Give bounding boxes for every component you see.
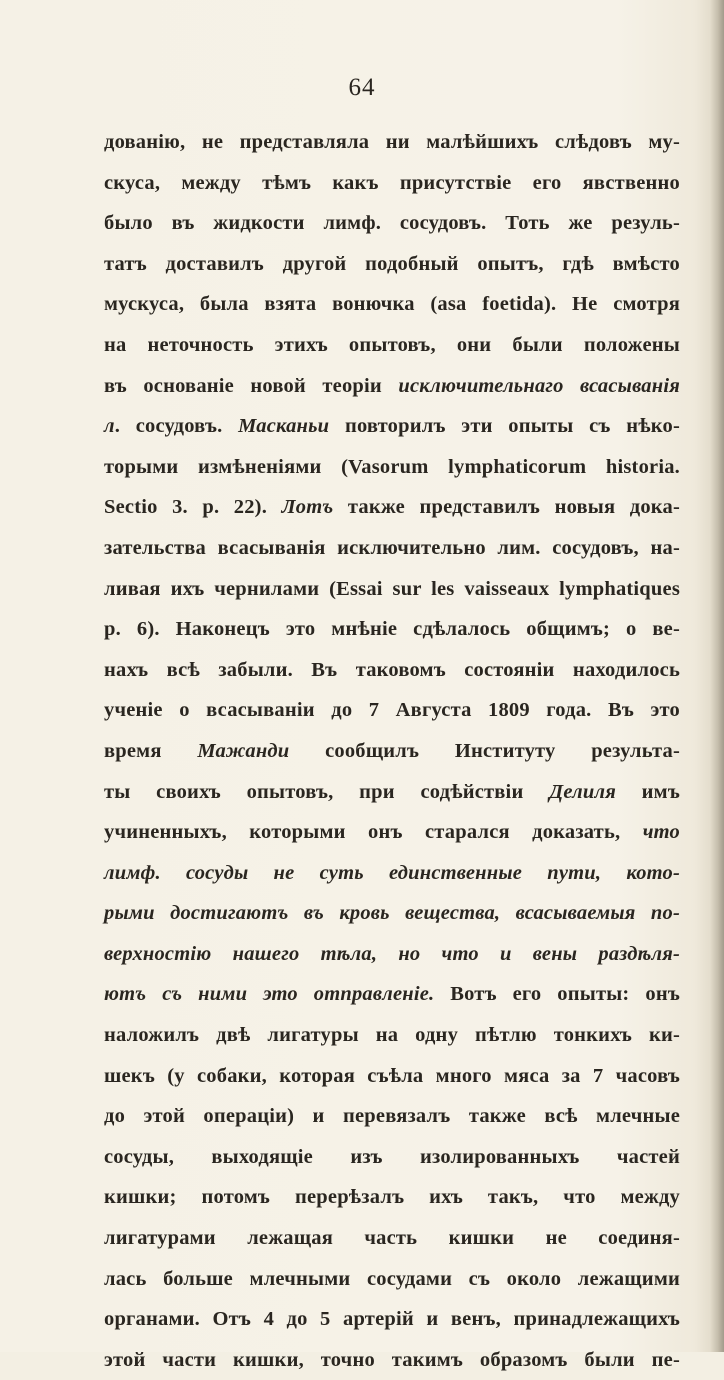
text-line — [104, 163, 680, 204]
text-span: кишки; потомъ перерѣзалъ ихъ такъ, что между — [104, 1186, 680, 1209]
italic-span: исключительнаго всасыванія — [398, 374, 680, 397]
text-span: въ основаніе новой теоріи — [104, 374, 399, 397]
text-line — [104, 1259, 680, 1300]
text-line — [104, 406, 680, 447]
page-number: 64 — [348, 74, 376, 101]
text-span: Sectio 3. p. 22). — [104, 496, 282, 519]
text-span: лигатурами лежащая часть кишки не соединя- — [104, 1227, 680, 1250]
page-edge-shadow — [710, 0, 724, 1352]
italic-span: Мажанди — [197, 739, 290, 762]
text-span: наложилъ двѣ лигатуры на одну пѣтлю тонкихъ ки- — [104, 1024, 680, 1047]
text-line — [104, 1299, 680, 1340]
italic-span: Масканьи — [238, 415, 330, 438]
text-span: ты своихъ опытовъ, при содѣйствіи — [104, 780, 550, 803]
text-line — [104, 974, 680, 1015]
text-line — [104, 1177, 680, 1218]
text-span: имъ — [615, 780, 680, 803]
text-span: до этой операціи) и перевязалъ также всѣ млечные — [104, 1105, 680, 1128]
text-span: органами. Отъ 4 до 5 артерій и венъ, принадлежащихъ — [104, 1308, 680, 1331]
text-span: сосуды, выходящіе изъ изолированныхъ частей — [104, 1145, 680, 1168]
text-line — [104, 569, 680, 610]
italic-span: верхностію нашего тѣла, но что и вены раздѣля- — [104, 942, 680, 965]
text-line — [104, 772, 680, 813]
text-span: татъ доставилъ другой подобный опытъ, гдѣ вмѣсто — [104, 252, 680, 275]
text-span: скуса, между тѣмъ какъ присутствіе его явственно — [104, 171, 680, 194]
italic-span: лимф. сосуды не суть единственные пути, кото- — [104, 861, 680, 884]
italic-span: Лотъ — [281, 496, 334, 519]
text-line — [104, 1096, 680, 1137]
text-span: ученіе о всасываніи до 7 Августа 1809 года. Въ это — [104, 699, 680, 722]
text-span: Вотъ его опыты: онъ — [434, 983, 680, 1006]
text-span: торыми измѣненіями (Vasorum lymphaticorum historia. — [104, 455, 680, 478]
text-span: . сосудовъ. — [114, 415, 239, 438]
text-line — [104, 934, 680, 975]
text-line — [104, 853, 680, 894]
italic-span: Делиля — [549, 780, 616, 803]
text-line — [104, 1218, 680, 1259]
body-text — [104, 122, 680, 1380]
text-line — [104, 731, 680, 772]
text-span: дованію, не представляла ни малѣйшихъ слѣдовъ му- — [104, 131, 680, 153]
text-line — [104, 1340, 680, 1380]
text-line — [104, 1015, 680, 1056]
text-line — [104, 122, 680, 163]
text-span: сообщилъ Институту результа- — [289, 739, 680, 762]
text-line — [104, 812, 680, 853]
text-line — [104, 325, 680, 366]
text-line — [104, 690, 680, 731]
text-span: зательства всасыванія исключительно лим. сосудовъ, на- — [104, 536, 680, 559]
text-line — [104, 447, 680, 488]
text-span: учиненныхъ, которыми онъ старался доказать, — [104, 821, 643, 844]
text-span: на неточность этихъ опытовъ, они были положены — [104, 333, 680, 356]
text-span: ливая ихъ чернилами (Essai sur les vaisseaux lymphatiques — [104, 577, 680, 600]
text-line — [104, 1056, 680, 1097]
text-span: лась больше млечными сосудами съ около лежащими — [104, 1267, 680, 1290]
italic-span: л — [104, 415, 115, 438]
text-span: время — [104, 739, 198, 762]
text-line — [104, 284, 680, 325]
text-span: было въ жидкости лимф. сосудовъ. Тоть же резуль- — [104, 212, 680, 235]
text-span: также представилъ новыя дока- — [333, 496, 680, 519]
text-span: шекъ (у собаки, которая съѣла много мяса за 7 часовъ — [104, 1064, 680, 1087]
text-span: повторилъ эти опыты съ нѣко- — [329, 415, 680, 438]
text-line — [104, 244, 680, 285]
text-span: этой части кишки, точно такимъ образомъ были пе- — [104, 1348, 680, 1371]
text-line — [104, 609, 680, 650]
italic-span: рыми достигаютъ въ кровь вещества, всасываемыя по- — [104, 902, 680, 925]
text-line — [104, 203, 680, 244]
text-line — [104, 893, 680, 934]
text-line — [104, 487, 680, 528]
text-line — [104, 366, 680, 407]
text-span: нахъ всѣ забыли. Въ таковомъ состояніи находилось — [104, 658, 680, 681]
text-span: мускуса, была взята вонючка (asa foetida). Не смотря — [104, 293, 680, 316]
italic-span: что — [642, 821, 680, 844]
text-line — [104, 1137, 680, 1178]
text-line — [104, 528, 680, 569]
text-line — [104, 650, 680, 691]
text-span: p. 6). Наконецъ это мнѣніе сдѣлалось общимъ; о ве- — [104, 618, 680, 641]
italic-span: ютъ съ ними это отправленіе. — [104, 983, 435, 1006]
